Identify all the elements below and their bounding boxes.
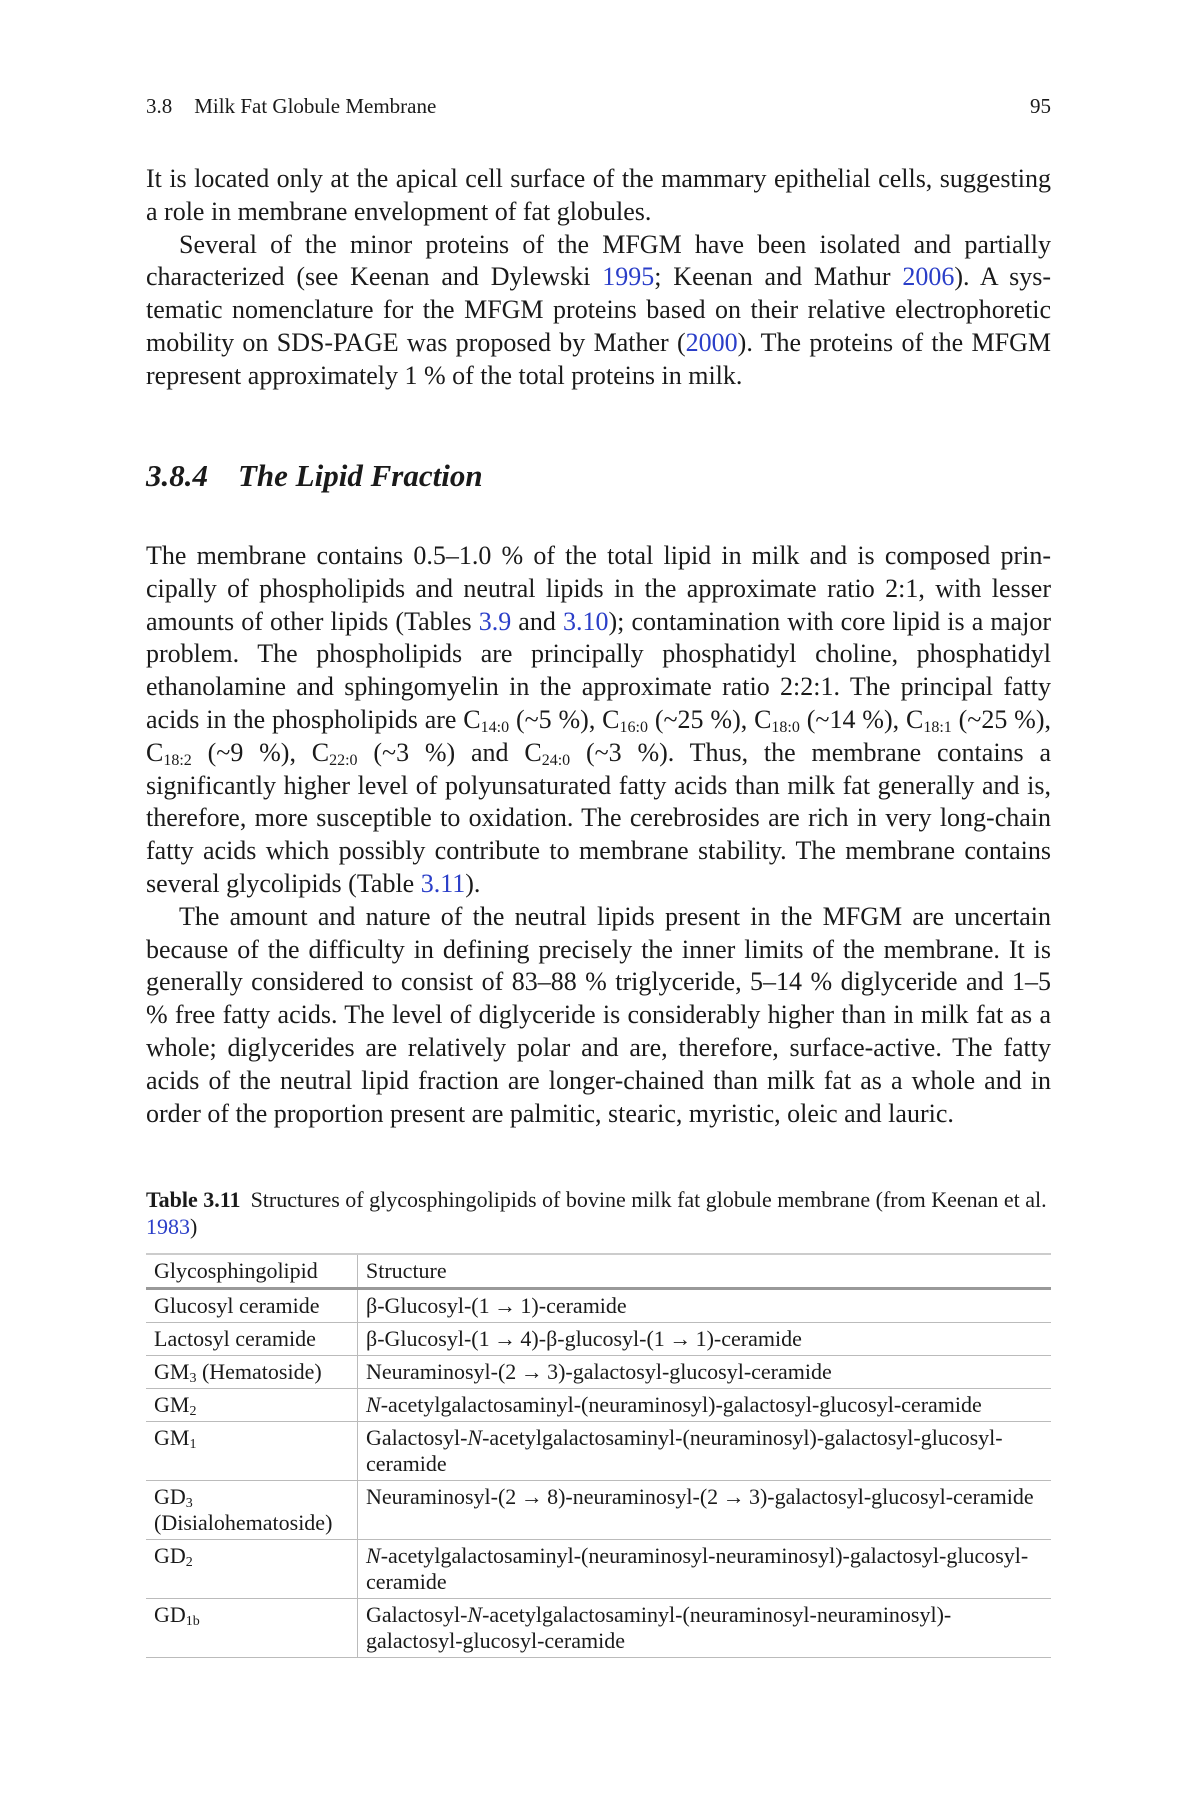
text-run: (Disialohematoside) [154, 1510, 333, 1535]
subscript: 2 [189, 1404, 197, 1419]
table-row [146, 1356, 1051, 1389]
glycosphingolipid-cell [146, 1289, 358, 1323]
text-run: Galactosyl- [366, 1425, 468, 1450]
text-run: β-Glucosyl-(1 → 1)-ceramide [366, 1293, 627, 1318]
reference-link[interactable]: 3.11 [420, 868, 466, 898]
section-heading [146, 458, 1051, 494]
structure-cell [358, 1356, 1052, 1389]
table-caption [146, 1186, 1051, 1240]
text-run: GD [154, 1602, 186, 1627]
column-header: Structure [358, 1254, 1052, 1289]
text-run: Neuraminosyl-(2 → 8)-neuraminosyl-(2 → 3)-galactosyl-glucosyl-ceramide [366, 1484, 1034, 1509]
running-header-title [146, 94, 436, 119]
glycosphingolipid-cell [146, 1389, 358, 1422]
text-run: and [511, 606, 563, 636]
italic-text: N [366, 1392, 381, 1417]
text-run: ). [465, 868, 481, 898]
subscript: 16:0 [619, 718, 648, 736]
text-run: It is located only at the apical cell surface of the mammary epithelial cells, suggesting a role in membrane envelopment of fat globules. [146, 164, 1051, 226]
heading-number: 3.8.4 [146, 458, 208, 493]
italic-text: N [467, 1425, 483, 1450]
text-run: Glucosyl ceramide [154, 1293, 320, 1318]
text-run: (~9 %), C [191, 737, 330, 767]
glycosphingolipid-cell [146, 1481, 358, 1540]
table-label: Table 3.11 [146, 1187, 241, 1212]
reference-link[interactable]: 1995 [602, 262, 655, 292]
paragraph [146, 901, 1051, 1131]
text-run: (~25 %), C [146, 704, 1052, 767]
structure-cell [358, 1422, 1052, 1481]
subscript: 24:0 [541, 751, 571, 769]
subscript: 18:2 [163, 751, 192, 769]
text-run: The amount and nature of the neutral lipids present in the MFGM are uncertain because of the difficulty in defining precisely the inner limits of the membrane. It is generally considered to consist of 83–88 % triglyceride, 5–14 % diglyceride and 1–5 % free fatty acids. The level of diglyceride is considerably higher than in milk fat as a whole; diglycerides are relatively polar and are, therefore, surface-active. The fatty acids of the neutral lipid fraction are longer-chained than milk fat as a whole and in order of the proportion present are palmitic, stearic, myristic, oleic and lauric. [146, 901, 1051, 1128]
text-run: (~14 %), C [799, 704, 924, 734]
table-row [146, 1323, 1051, 1356]
paragraph [146, 163, 1051, 229]
table-row [146, 1289, 1051, 1323]
glycosphingolipid-cell [146, 1323, 358, 1356]
italic-text: N [467, 1602, 483, 1627]
subscript: 18:1 [923, 718, 952, 736]
structure-cell [358, 1540, 1052, 1599]
section-number: 3.8 [146, 94, 173, 118]
body-text-block-1 [146, 163, 1051, 393]
text-run: GD [154, 1484, 186, 1509]
text-run: -acetylgalactosaminyl-(neuraminosyl-neuraminosyl)-galactosyl-glucosyl-ceramide [366, 1543, 1029, 1594]
reference-link[interactable]: 2000 [685, 327, 738, 357]
heading-title: The Lipid Fraction [238, 458, 483, 493]
subscript: 14:0 [480, 718, 510, 736]
subscript: 3 [189, 1371, 197, 1386]
subscript: 18:0 [771, 718, 800, 736]
paragraph [146, 229, 1051, 393]
text-run: (~3 %) and C [357, 737, 542, 767]
reference-link[interactable]: 2006 [902, 262, 955, 292]
column-header: Glycosphingolipid [146, 1254, 358, 1289]
text-run: Lactosyl ceramide [154, 1326, 316, 1351]
italic-text: N [366, 1543, 381, 1568]
text-run: ; Keenan and Mathur [654, 262, 903, 292]
glycosphingolipid-cell [146, 1356, 358, 1389]
subscript: 1 [189, 1437, 197, 1452]
reference-link[interactable]: 3.10 [562, 606, 609, 636]
paragraph [146, 540, 1051, 901]
table-row [146, 1389, 1051, 1422]
body-text-block-2 [146, 540, 1051, 1130]
text-run: (~25 %), C [647, 704, 772, 734]
structure-cell [358, 1289, 1052, 1323]
text-run: GM [154, 1425, 190, 1450]
subscript: 3 [185, 1496, 193, 1511]
page-number: 95 [1030, 94, 1051, 118]
text-run: ). A systematic nomenclature for the MFGM proteins based on their relative electrophoretic mobility on SDS-PAGE was proposed by Mather ( [146, 262, 1051, 357]
section-title: Milk Fat Globule Membrane [194, 94, 437, 118]
text-run: (~5 %), C [509, 704, 620, 734]
text-run: ). The proteins of the MFGM represent approximately 1 % of the total proteins in milk. [146, 327, 1051, 390]
structure-cell [358, 1323, 1052, 1356]
text-run: ); contamination with core lipid is a major problem. The phospholipids are principally phosphatidyl choline, phosphatidyl ethanolamine and sphingomyelin in the approximate ratio 2:2:1. The principal fatty acids in the phospholipids are C [146, 606, 1052, 734]
text-run: (Hematoside) [196, 1359, 322, 1384]
text-run: -acetylgalactosaminyl-(neuraminosyl)-galactosyl-glucosyl-ceramide [366, 1425, 1003, 1476]
text-run: β-Glucosyl-(1 → 4)-β-glucosyl-(1 → 1)-ceramide [366, 1326, 802, 1351]
text-run: GM [154, 1359, 190, 1384]
structure-cell [358, 1481, 1052, 1540]
text-run: (~3 %). Thus, the membrane contains a significantly higher level of polyunsaturated fatty acids than milk fat generally and is, therefore, more susceptible to oxidation. The cerebrosides are rich in very long-chain fatty acids which possibly contribute to membrane stability. The membrane contains several glycolipids (Table [146, 737, 1051, 898]
text-run: The membrane contains 0.5–1.0 % of the total lipid in milk and is composed principally of phospholipids and neutral lipids in the approximate ratio 2:1, with lesser amounts of other lipids (Tables [146, 541, 1051, 636]
subscript: 1b [185, 1614, 200, 1629]
structure-cell [358, 1389, 1052, 1422]
text-run: GD [154, 1543, 186, 1568]
text-run: Neuraminosyl-(2 → 3)-galactosyl-glucosyl-ceramide [366, 1359, 832, 1384]
structure-cell [358, 1599, 1052, 1658]
glycosphingolipid-cell [146, 1422, 358, 1481]
caption-end: ) [190, 1214, 198, 1239]
caption-citation-link[interactable]: 1983 [146, 1214, 190, 1239]
subscript: 2 [185, 1555, 193, 1570]
text-run: GM [154, 1392, 190, 1417]
text-run: -acetylgalactosaminyl-(neuraminosyl-neuraminosyl)-galactosyl-glucosyl-ceramide [366, 1602, 952, 1653]
text-run: Several of the minor proteins of the MFGM have been isolated and partially characterized (see Keenan and Dylewski [146, 229, 1051, 292]
table-row [146, 1599, 1051, 1658]
table-row [146, 1481, 1051, 1540]
subscript: 22:0 [329, 751, 358, 769]
text-run: Galactosyl- [366, 1602, 468, 1627]
table-row [146, 1540, 1051, 1599]
text-run: -acetylgalactosaminyl-(neuraminosyl)-galactosyl-glucosyl-ceramide [380, 1392, 982, 1417]
glycosphingolipid-cell [146, 1599, 358, 1658]
glycosphingolipid-cell [146, 1540, 358, 1599]
table-row [146, 1422, 1051, 1481]
glycosphingolipid-table [146, 1253, 1051, 1658]
running-header [146, 94, 1051, 119]
caption-text: Structures of glycosphingolipids of bovine milk fat globule membrane (from Keenan et al. [250, 1187, 1047, 1212]
reference-link[interactable]: 3.9 [478, 606, 512, 636]
table-header-row [146, 1254, 1051, 1289]
